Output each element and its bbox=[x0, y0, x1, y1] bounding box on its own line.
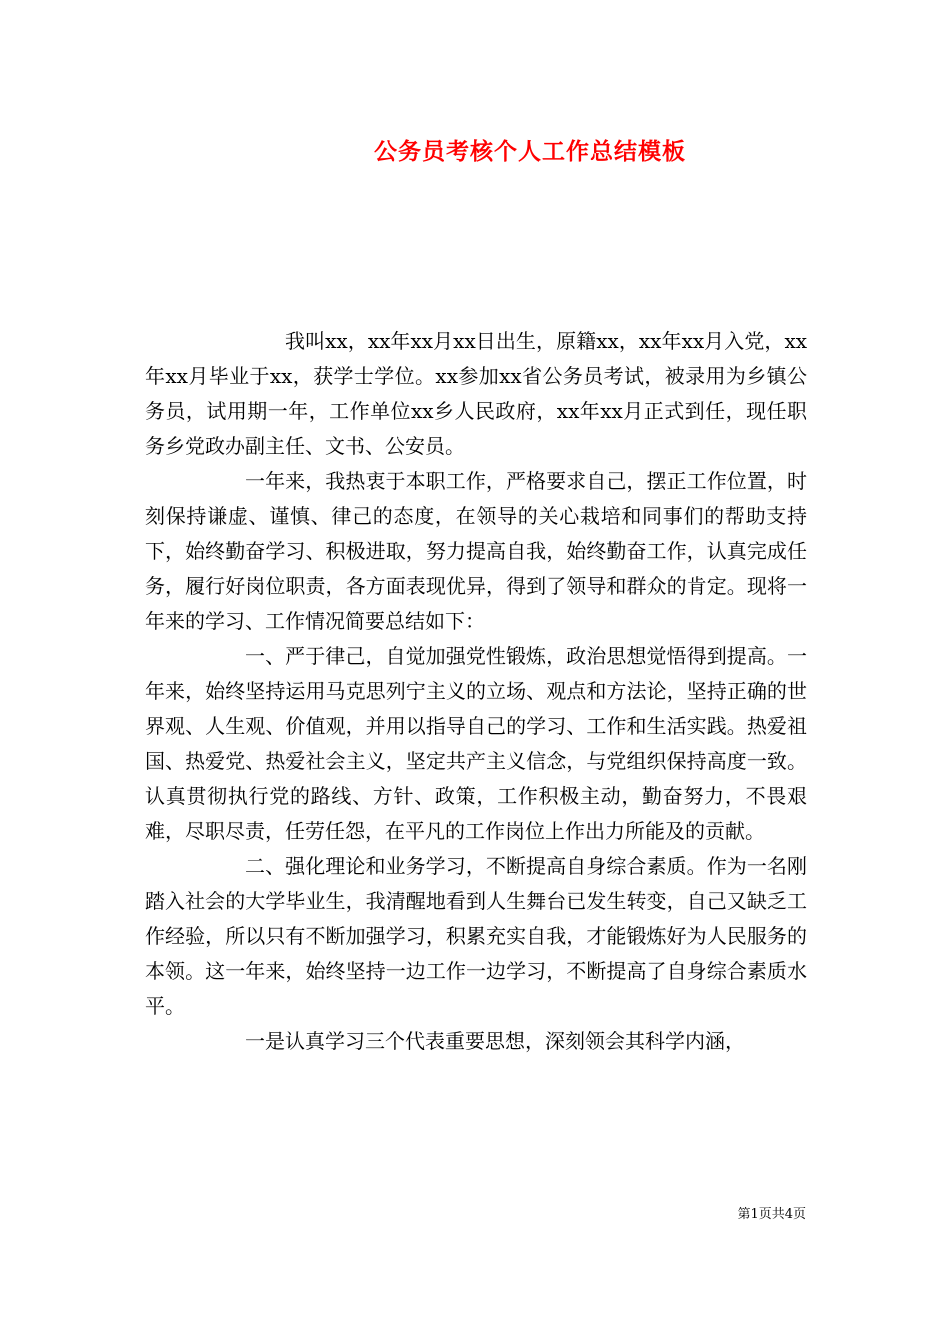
page-number: 第1页共4页 bbox=[737, 1207, 806, 1222]
document-body bbox=[145, 324, 807, 1059]
paragraph-point-one: 一是认真学习三个代表重要思想，深刻领会其科学内涵， bbox=[245, 1029, 745, 1053]
document-title: 公务员考核个人工作总结模板 bbox=[374, 138, 686, 165]
paragraph-intro: 我叫xx，xx年xx月xx日出生，原籍xx，xx年xx月入党，xx年xx月毕业于xx，获学士学位。xx参加xx省公务员考试，被录用为乡镇公务员，试用期一年，工作单位xx乡人民政府，xx年xx月正式到任，现任职务乡党政办副主任、文书、公安员。 bbox=[145, 329, 807, 458]
paragraph-overview: 一年来，我热衷于本职工作，严格要求自己，摆正工作位置，时刻保持谦虚、谨慎、律己的态度，在领导的关心栽培和同事们的帮助支持下，始终勤奋学习、积极进取，努力提高自我，始终勤奋工作，认真完成任务，履行好岗位职责，各方面表现优异，得到了领导和群众的肯定。现将一年来的学习、工作情况简要总结如下： bbox=[145, 469, 807, 633]
paragraph-section-two: 二、强化理论和业务学习，不断提高自身综合素质。作为一名刚踏入社会的大学毕业生，我清醒地看到人生舞台已发生转变，自己又缺乏工作经验，所以只有不断加强学习，积累充实自我，才能锻炼好为人民服务的本领。这一年来，始终坚持一边工作一边学习，不断提高了自身综合素质水平。 bbox=[145, 854, 807, 1018]
paragraph-section-one: 一、严于律己，自觉加强党性锻炼，政治思想觉悟得到提高。一年来，始终坚持运用马克思列宁主义的立场、观点和方法论，坚持正确的世界观、人生观、价值观，并用以指导自己的学习、工作和生活实践。热爱祖国、热爱党、热爱社会主义，坚定共产主义信念，与党组织保持高度一致。认真贯彻执行党的路线、方针、政策，工作积极主动，勤奋努力，不畏艰难，尽职尽责，任劳任怨，在平凡的工作岗位上作出力所能及的贡献。 bbox=[145, 644, 807, 843]
